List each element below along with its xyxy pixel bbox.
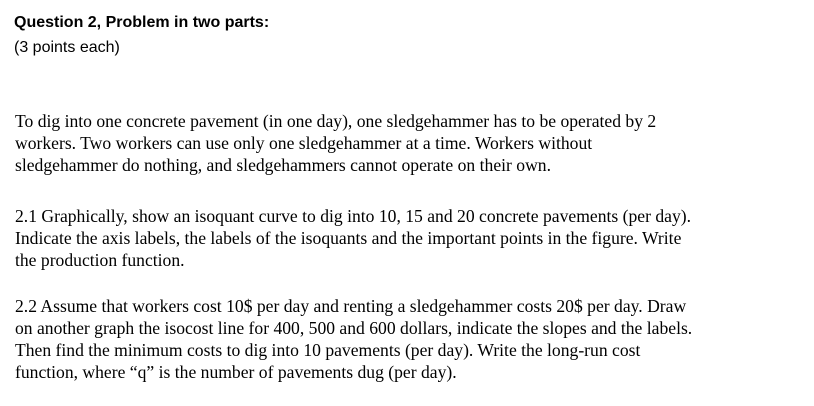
problem-statement-paragraph	[15, 110, 810, 176]
text-line: Then find the minimum costs to dig into 10 pavements (per day). Write the long-run cost	[15, 340, 641, 360]
text-line: workers. Two workers can use only one sledgehammer at a time. Workers without	[15, 133, 593, 153]
text-line: on another graph the isocost line for 400, 500 and 600 dollars, indicate the slopes and the labels.	[15, 318, 693, 338]
question-points: (3 points each)	[14, 39, 120, 56]
question-title: Question 2, Problem in two parts:	[14, 14, 270, 31]
text-line: 2.2 Assume that workers cost 10$ per day and renting a sledgehammer costs 20$ per day. Draw	[15, 296, 687, 316]
text-line: function, where “q” is the number of pavements dug (per day).	[15, 362, 457, 382]
part-2-2-paragraph	[15, 295, 810, 383]
text-line: To dig into one concrete pavement (in one day), one sledgehammer has to be operated by 2	[15, 111, 657, 131]
text-line: the production function.	[15, 250, 185, 270]
text-line: 2.1 Graphically, show an isoquant curve to dig into 10, 15 and 20 concrete pavements (per day).	[15, 206, 692, 226]
text-line: sledgehammer do nothing, and sledgehammers cannot operate on their own.	[15, 155, 551, 175]
part-2-1-paragraph	[15, 205, 810, 271]
text-line: Indicate the axis labels, the labels of the isoquants and the important points in the figure. Write	[15, 228, 682, 248]
